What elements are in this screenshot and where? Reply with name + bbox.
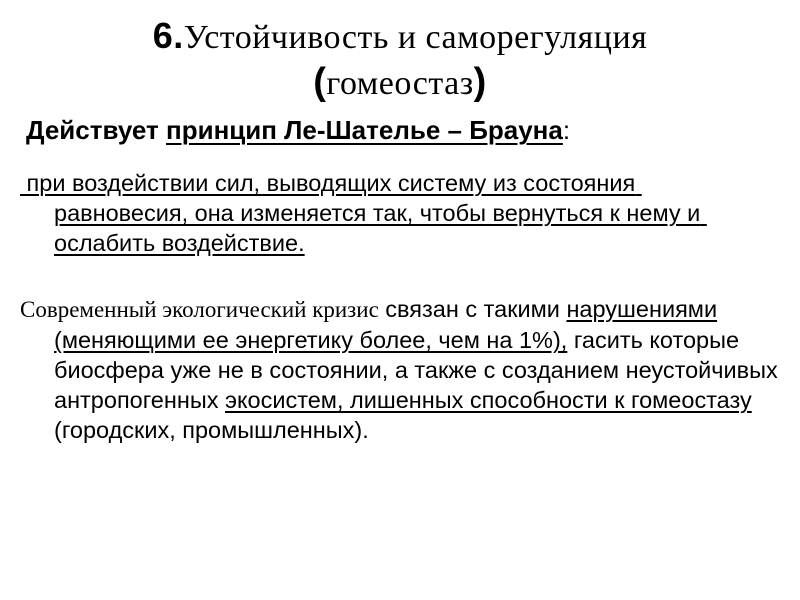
crisis-text-3: (городских, промышленных). xyxy=(54,417,369,443)
crisis-lead: Современный экологический кризис xyxy=(20,297,379,322)
title-number: 6. xyxy=(152,15,184,56)
principle-name: принцип Ле-Шателье – Брауна xyxy=(166,115,563,145)
principle-definition: при воздействии сил, выводящих систему из состояния равновесия, она изменяется так, чтобы вернуться к нему и ослабить воздействие. xyxy=(20,170,707,256)
slide-title xyxy=(0,14,800,106)
crisis-ecosystems: экосистем, лишенных способности к гомеостазу xyxy=(225,387,752,413)
title-line-2: гомеостаз xyxy=(326,65,474,102)
ecological-crisis-paragraph xyxy=(20,294,800,445)
principle-colon: : xyxy=(562,115,571,145)
principle-statement xyxy=(26,112,786,148)
title-close-paren: ) xyxy=(473,61,487,103)
crisis-text-2: гасить которые биосфера уже не в состоянии, а также с созданием неустойчивых антропогенных xyxy=(54,327,778,413)
crisis-violations: нарушениями (меняющими ее энергетику более, чем на 1%), xyxy=(54,296,718,353)
crisis-text-1: связан с такими xyxy=(378,296,567,322)
title-open-paren: ( xyxy=(313,61,327,103)
title-line-1: Устойчивость и саморегуляция xyxy=(183,19,648,56)
principle-prefix: Действует xyxy=(26,115,167,145)
